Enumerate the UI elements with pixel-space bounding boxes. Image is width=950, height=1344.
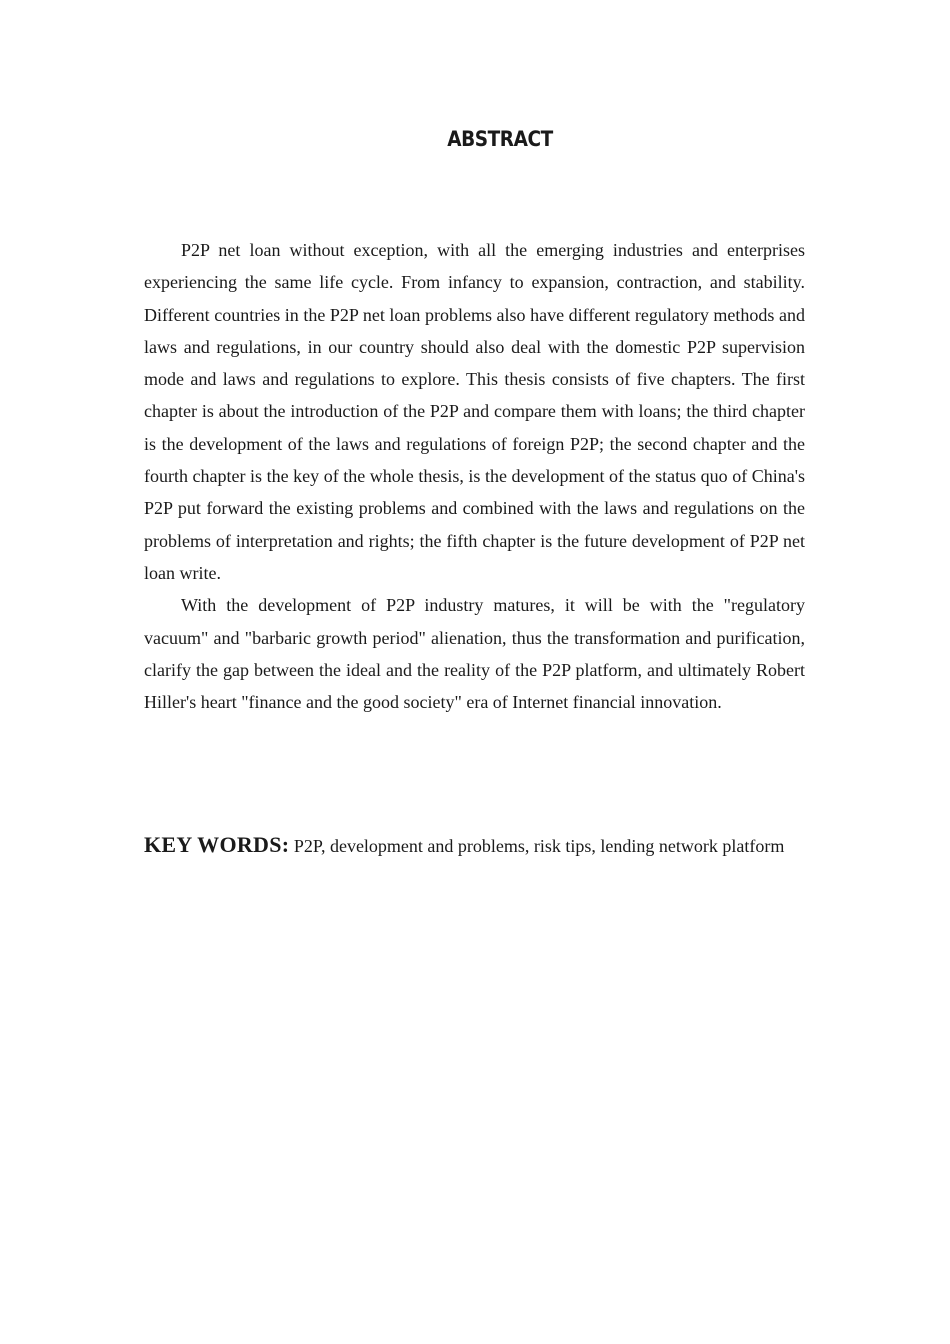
abstract-body bbox=[144, 234, 805, 718]
keywords-text: P2P, development and problems, risk tips, lending network platform bbox=[293, 836, 785, 856]
abstract-paragraph-1: P2P net loan without exception, with all the emerging industries and enterprises experiencing the same life cycle. From infancy to expansion, contraction, and stability. Different countries in the P2P net loan problems also have different regulatory methods and laws and regulations, in our country should also deal with the domestic P2P supervision mode and laws and regulations to explore. This thesis consists of five chapters. The first chapter is about the introduction of the P2P and compare them with loans; the third chapter is the development of the laws and regulations of foreign P2P; the second chapter and the fourth chapter is the key of the whole thesis, is the development of the status quo of China's P2P put forward the existing problems and combined with the laws and regulations on the problems of interpretation and rights; the fifth chapter is the future development of P2P net loan write. bbox=[144, 240, 805, 583]
abstract-paragraph-2: With the development of P2P industry matures, it will be with the "regulatory vacuum" and "barbaric growth period" alienation, thus the transformation and purification, clarify the gap between the ideal and the reality of the P2P platform, and ultimately Robert Hiller's heart "finance and the good society" era of Internet financial innovation. bbox=[144, 595, 805, 713]
abstract-title: ABSTRACT bbox=[447, 127, 553, 151]
keywords-label: KEY WORDS: bbox=[144, 832, 290, 857]
keywords-line bbox=[144, 823, 805, 868]
